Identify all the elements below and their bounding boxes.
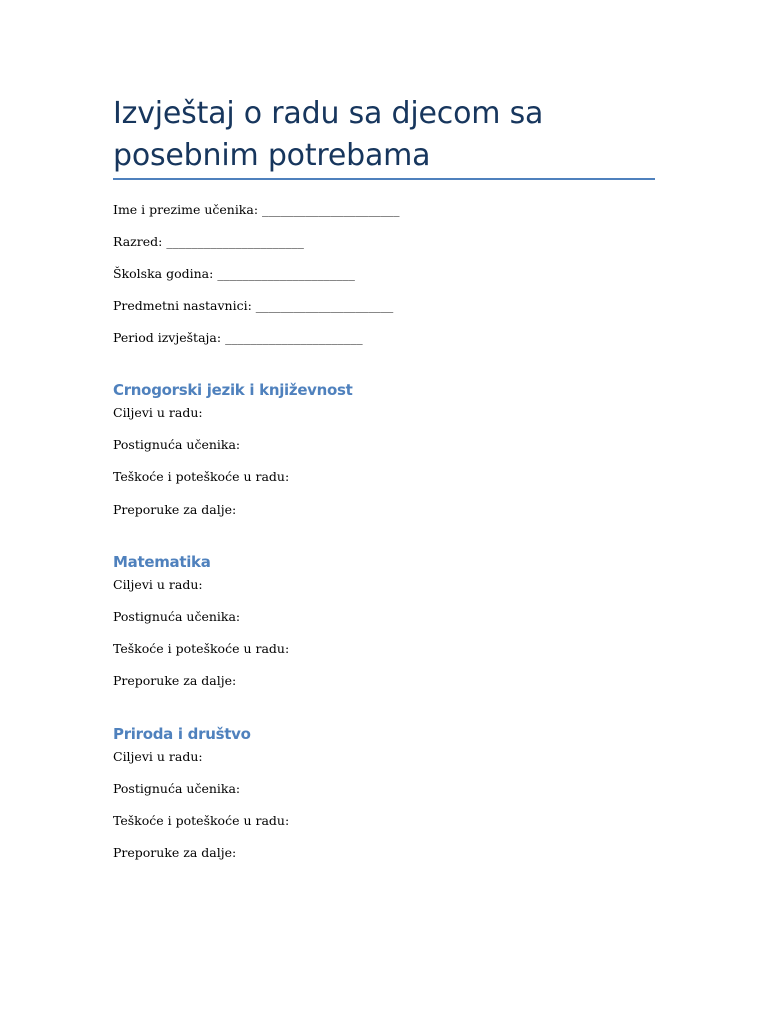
prompt-achievements: Postignuća učenika: bbox=[113, 781, 241, 796]
prompt-achievements: Postignuća učenika: bbox=[113, 437, 241, 452]
prompt-recommendations: Preporuke za dalje: bbox=[113, 502, 237, 517]
section-heading-math: Matematika bbox=[113, 553, 211, 571]
field-blank[interactable]: ______________________ bbox=[225, 330, 363, 345]
prompt-goals: Ciljevi u radu: bbox=[113, 405, 203, 420]
prompt-difficulties: Teškoće i poteškoće u radu: bbox=[113, 469, 290, 484]
field-report-period bbox=[113, 330, 363, 346]
field-blank[interactable]: ______________________ bbox=[255, 298, 394, 313]
prompt-recommendations: Preporuke za dalje: bbox=[113, 673, 237, 688]
prompt-achievements: Postignuća učenika: bbox=[113, 609, 241, 624]
prompt-difficulties: Teškoće i poteškoće u radu: bbox=[113, 813, 290, 828]
field-grade bbox=[113, 234, 304, 250]
field-label: Period izvještaja: bbox=[113, 330, 222, 345]
prompt-difficulties: Teškoće i poteškoće u radu: bbox=[113, 641, 290, 656]
prompt-goals: Ciljevi u radu: bbox=[113, 749, 203, 764]
field-blank[interactable]: ______________________ bbox=[166, 234, 304, 249]
document-title: Izvještaj o radu sa djecom sa posebnim potrebama bbox=[113, 96, 544, 173]
section-heading-nature-society: Priroda i društvo bbox=[113, 725, 251, 743]
field-blank[interactable]: ______________________ bbox=[262, 202, 400, 217]
section-heading-language: Crnogorski jezik i književnost bbox=[113, 381, 353, 399]
prompt-recommendations: Preporuke za dalje: bbox=[113, 845, 237, 860]
field-blank[interactable]: ______________________ bbox=[217, 266, 355, 281]
field-label: Ime i prezime učenika: bbox=[113, 202, 259, 217]
title-underline bbox=[113, 178, 655, 180]
prompt-goals: Ciljevi u radu: bbox=[113, 577, 203, 592]
field-label: Školska godina: bbox=[113, 266, 214, 281]
field-school-year bbox=[113, 266, 355, 282]
field-teachers bbox=[113, 298, 393, 314]
field-label: Razred: bbox=[113, 234, 163, 249]
field-label: Predmetni nastavnici: bbox=[113, 298, 252, 313]
field-student-name bbox=[113, 202, 400, 218]
